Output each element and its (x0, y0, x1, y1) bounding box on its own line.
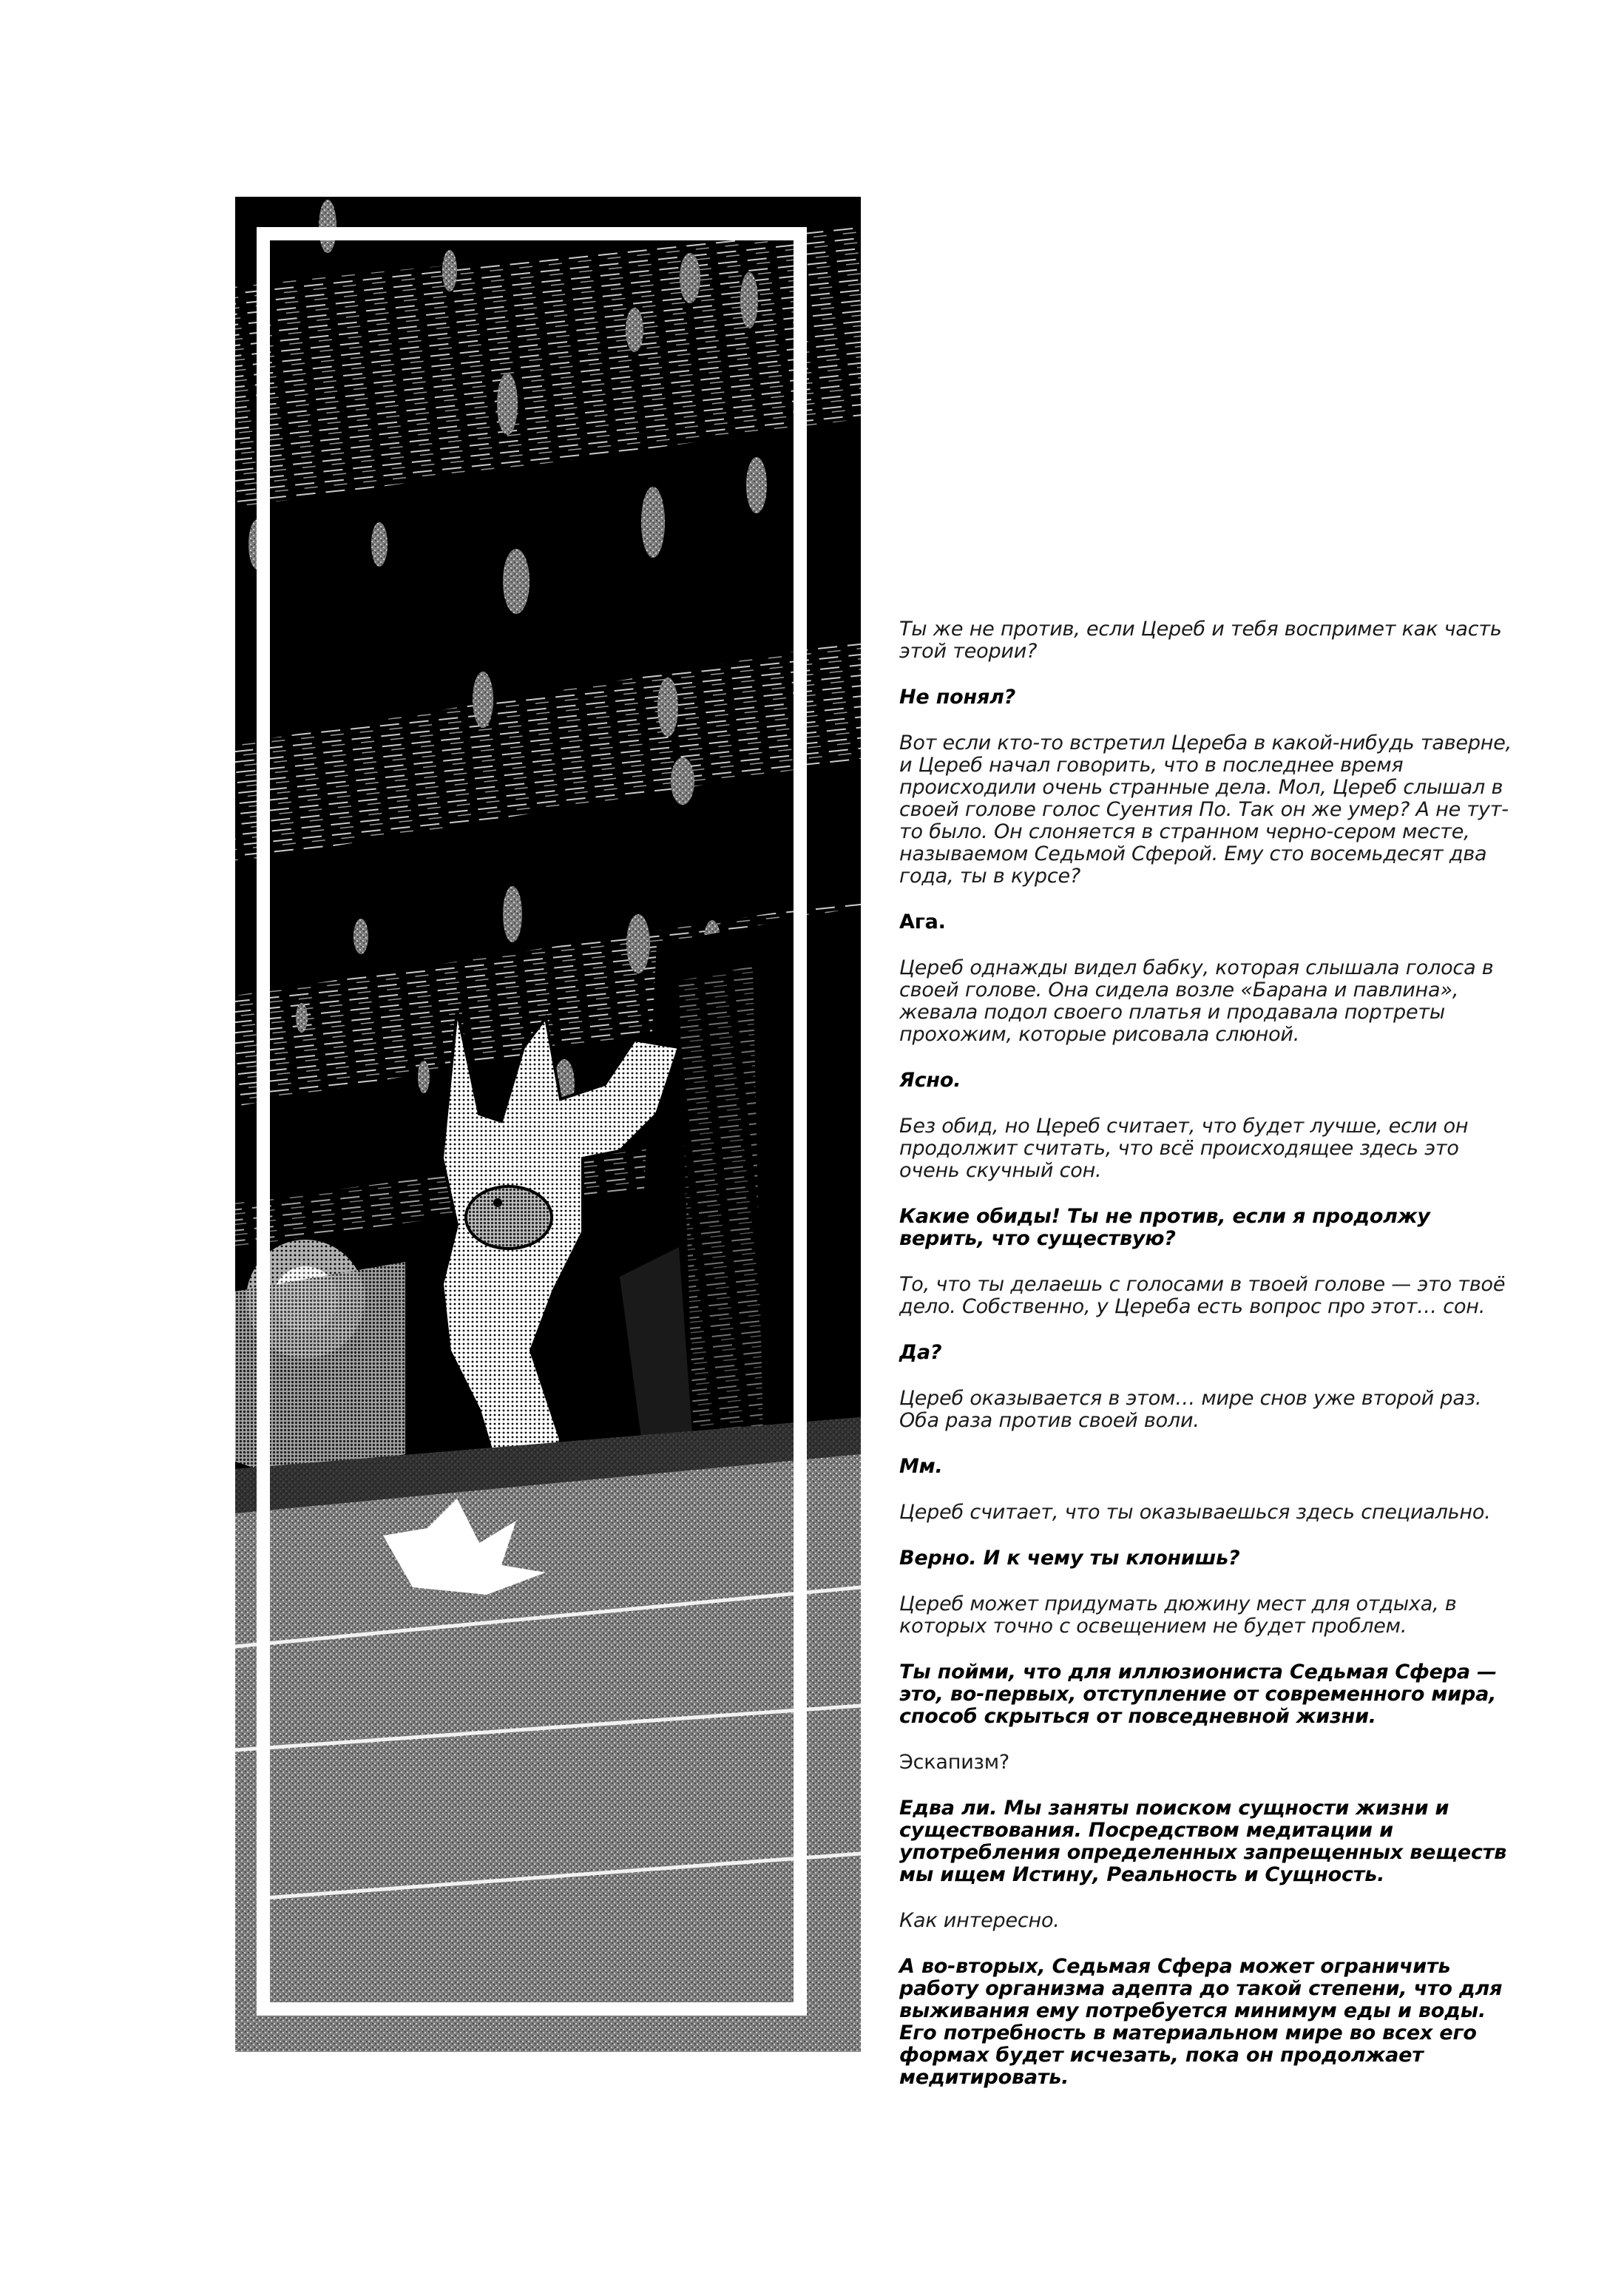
dialogue-line: Вот если кто-то встретил Цереба в какой-нибудь таверне, и Цереб начал говорить, что в последнее время происходили очень странные дела. Мол, Цереб слышал в своей голове голос Суентия По. Так он же умер? А не тут-то было. Он слоняется в странном черно-сером месте, называемом Седьмой Сферой. Ему сто восемьдесят два года, ты в курсе? (899, 732, 1512, 888)
dialogue-line: Ага. (899, 911, 946, 933)
dialogue-line: Не понял? (899, 686, 1016, 709)
dialogue-line: Да? (899, 1341, 942, 1364)
dialogue-column (899, 618, 1513, 2112)
illustration-panel (235, 197, 861, 2052)
dialogue-line: Мм. (899, 1455, 943, 1478)
dialogue-line: Цереб оказывается в этом… мире снов уже второй раз. Оба раза против своей воли. (899, 1387, 1482, 1432)
dialogue-line: Цереб считает, что ты оказываешься здесь специально. (899, 1501, 1491, 1524)
dialogue-line: Эскапизм? (899, 1751, 1010, 1774)
dialogue-line: Ты пойми, что для иллюзиониста Седьмая Сфера — это, во-первых, отступление от современного мира, способ скрыться от повседневной жизни. (899, 1661, 1497, 1728)
dialogue-line: Ты же не против, если Цереб и тебя воспримет как часть этой теории? (899, 618, 1502, 663)
dialogue-line: Верно. И к чему ты клонишь? (899, 1547, 1240, 1570)
dialogue-line: Ясно. (899, 1069, 961, 1092)
dialogue-line: То, что ты делаешь с голосами в твоей голове — это твоё дело. Собственно, у Цереба есть вопрос про этот… сон. (899, 1273, 1506, 1318)
dialogue-line: А во-вторых, Седьмая Сфера может ограничить работу организма адепта до такой степени, что для выживания ему потребуется минимум еды и воды. Его потребность в материальном мире во всех его формах будет исчезать, пока он продолжает медитировать. (899, 1955, 1503, 2089)
dialogue-line: Едва ли. Мы заняты поиском сущности жизни и существования. Посредством медитации и употребления определенных запрещенных веществ мы ищем Истину, Реальность и Сущность. (899, 1797, 1507, 1886)
comic-illustration (235, 197, 861, 2052)
dialogue-line: Как интересно. (899, 1909, 1060, 1932)
dialogue-line: Цереб однажды видел бабку, которая слышала голоса в своей голове. Она сидела возле «Барана и павлина», жевала подол своего платья и продавала портреты прохожим, которые рисовала слюной. (899, 956, 1494, 1046)
dialogue-line: Какие обиды! Ты не против, если я продолжу верить, что существую? (899, 1205, 1430, 1250)
dialogue-line: Цереб может придумать дюжину мест для отдыха, в которых точно с освещением не будет проблем. (899, 1592, 1457, 1638)
dialogue-line: Без обид, но Цереб считает, что будет лучше, если он продолжит считать, что всё происходящее здесь это очень скучный сон. (899, 1115, 1469, 1182)
